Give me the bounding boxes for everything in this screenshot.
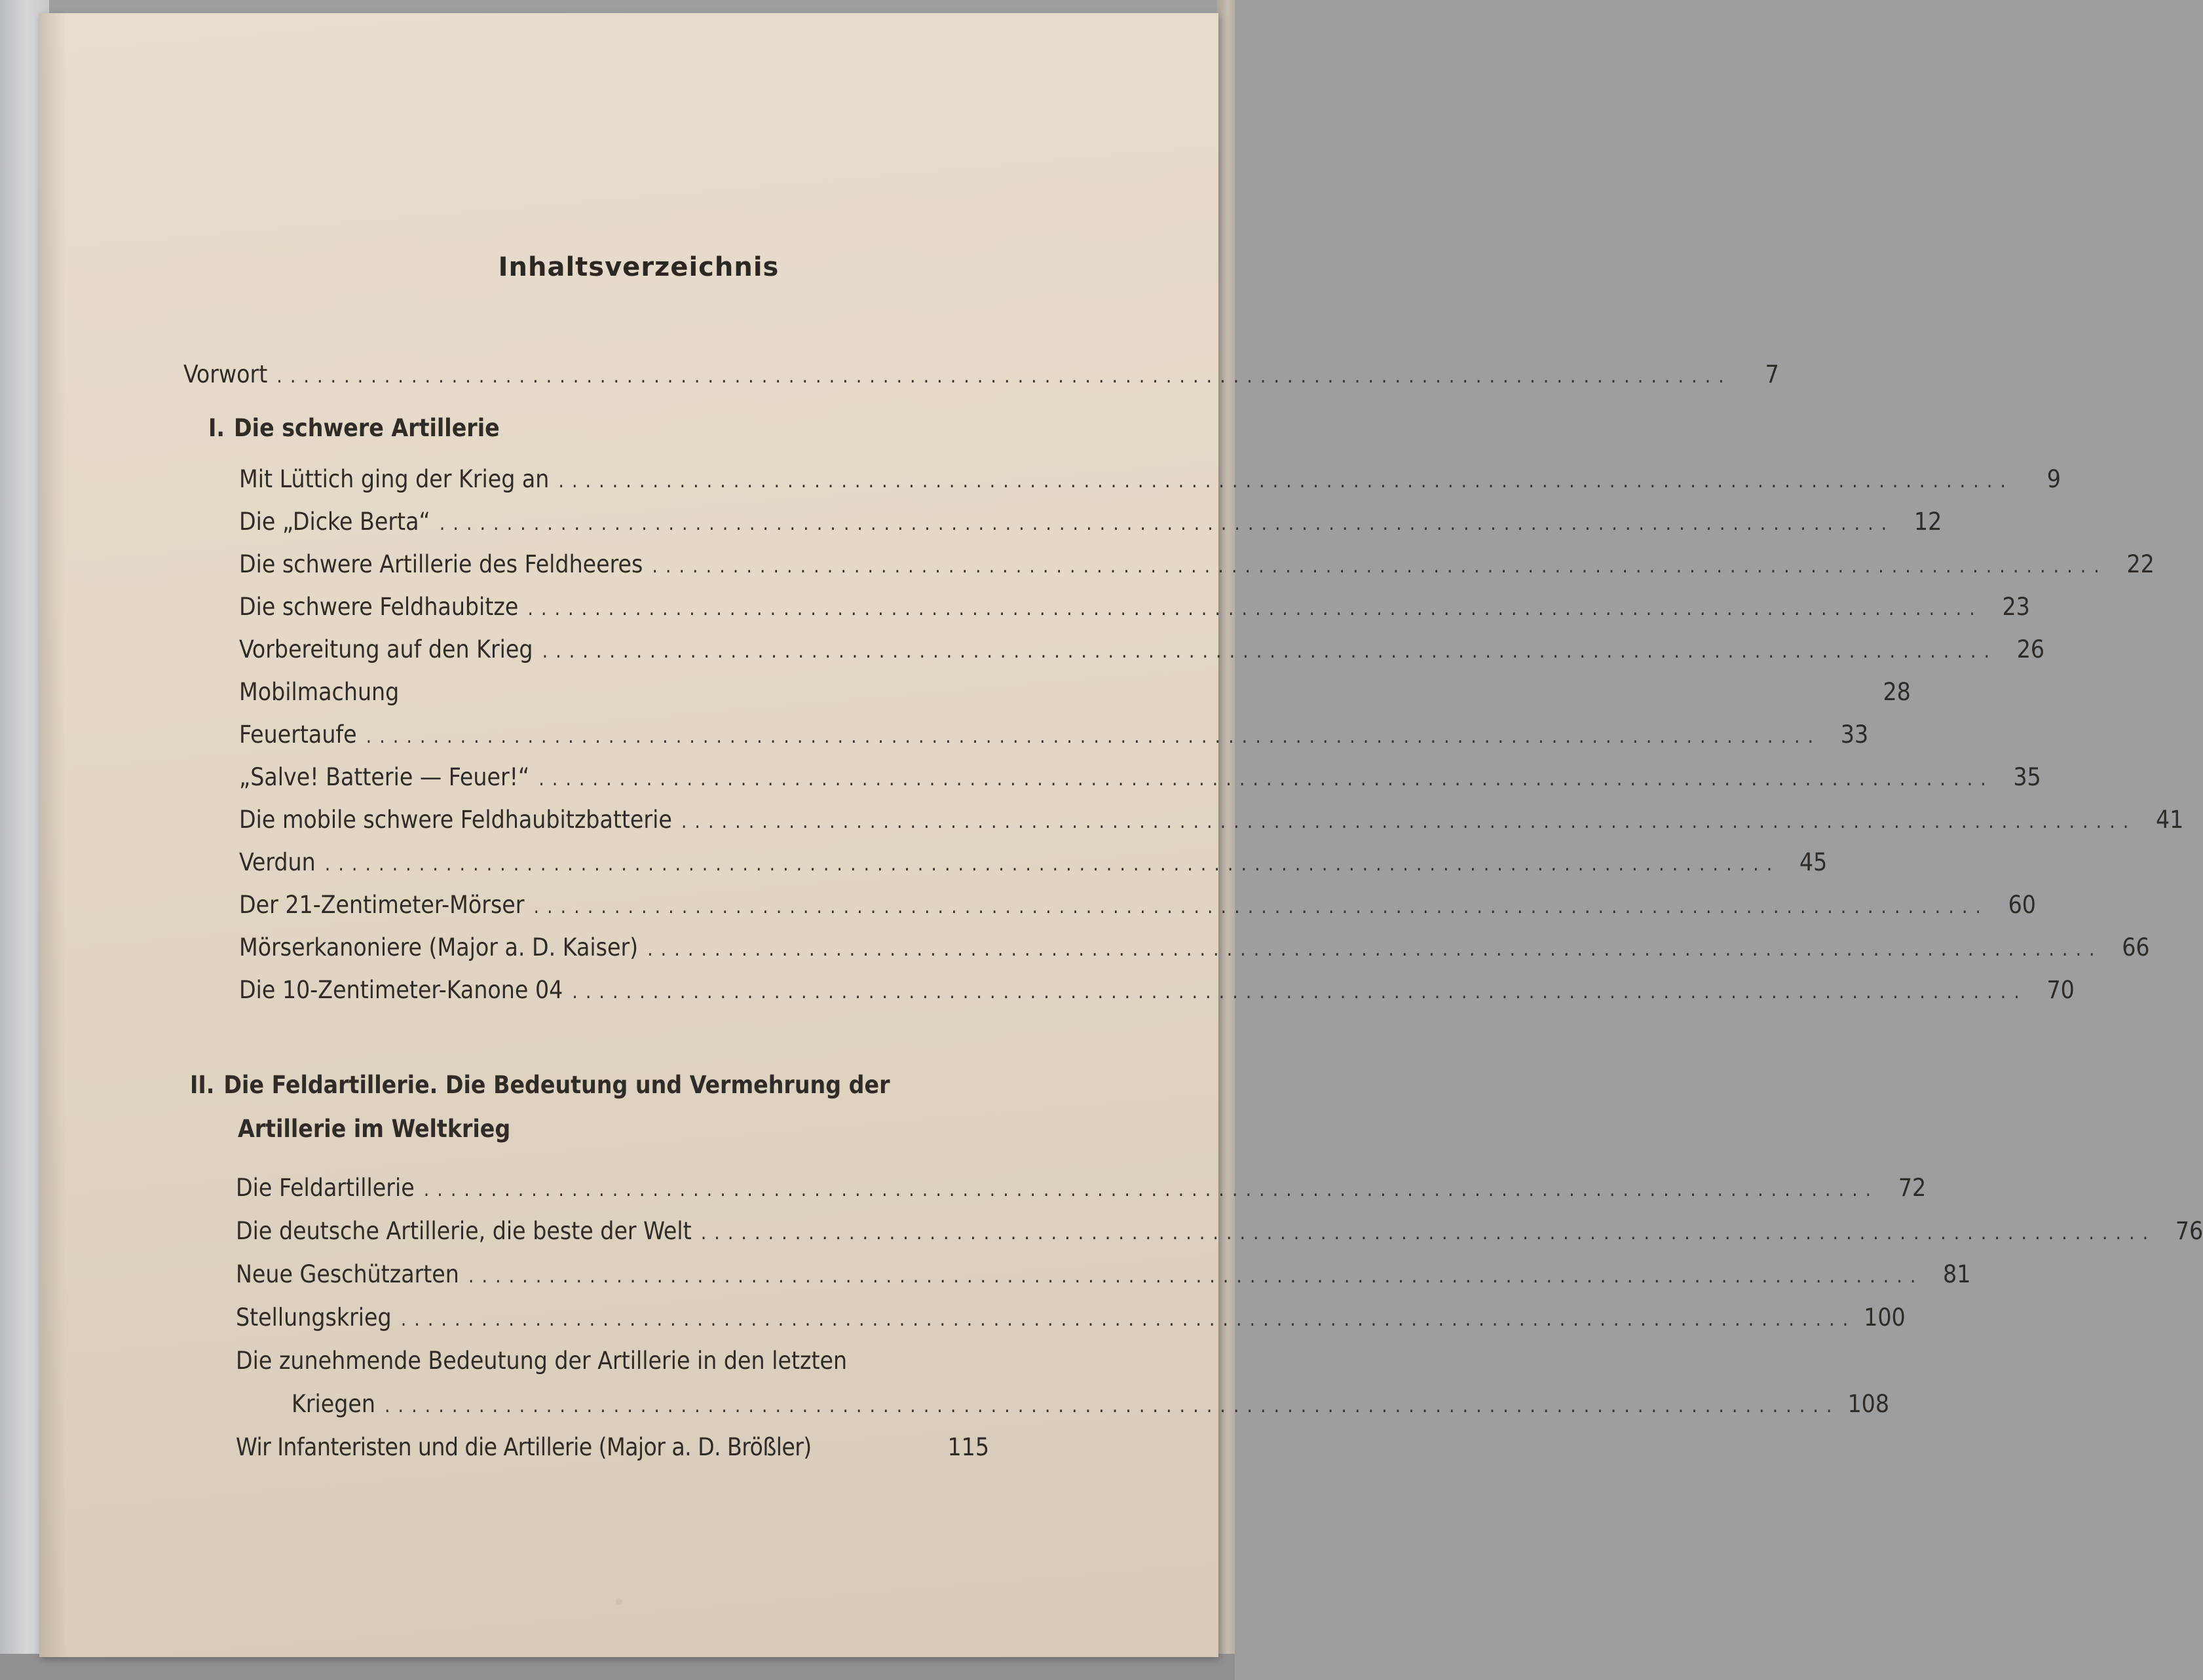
toc-entry-label: Mörserkanoniere (Major a. D. Kaiser) [239,933,639,961]
toc-entry [236,1433,989,1461]
toc-entry-page: 33 [1840,720,1869,749]
toc-entry-label: Kriegen [292,1390,375,1418]
toc-entry-label: Die 10-Zentimeter-Kanone 04 [239,976,563,1004]
toc-entry-label: Die „Dicke Berta“ [239,508,430,536]
toc-entry [239,465,2061,493]
toc-entry-page: 22 [2126,550,2155,578]
toc-entry-page: 28 [1883,678,1911,706]
toc-entry-page: 45 [1799,848,1828,876]
paper-spot [616,1598,622,1605]
dot-leader: ............................................................................................................ [538,768,1994,791]
toc-entry [239,720,1869,749]
toc-entry-page: 100 [1864,1303,1906,1332]
page-title: Inhaltsverzeichnis [498,252,780,282]
background-surface-right [1216,0,1235,1680]
toc-entry [239,848,1828,876]
section-title-line-2: Artillerie im Weltkrieg [238,1115,511,1143]
toc-entry-label: Vorwort [183,360,268,388]
toc-entry-page: 41 [2155,806,2184,834]
dot-leader: ............................................................................................................ [681,810,2137,833]
dot-leader: ............................................................................................................ [439,512,1895,535]
dot-leader: ............................................................................................................ [558,470,2014,493]
toc-entry-page: 9 [2046,465,2061,493]
toc-entry [236,1174,1927,1202]
toc-entry-page: 12 [1913,508,1942,536]
background-surface-bottom [0,1654,1235,1680]
toc-entry-label: Die mobile schwere Feldhaubitzbatterie [239,806,672,834]
toc-entry-label: Stellungskrieg [236,1303,392,1332]
dot-leader: ............................................................................................................ [384,1394,1840,1417]
dot-leader: ............................................................................................................ [700,1222,2156,1244]
toc-entry-label: Der 21-Zentimeter-Mörser [239,891,525,919]
toc-entry-label: Wir Infanteristen und die Artillerie (Major a. D. Brößler) [236,1433,812,1461]
toc-entry [236,1217,2203,1245]
toc-entry [239,763,2041,791]
section-number: I. [208,414,225,442]
toc-entry-page: 23 [2002,593,2030,621]
toc-entry-label: Die schwere Feldhaubitze [239,593,519,621]
toc-entry-label-line-1 [236,1347,847,1375]
section-heading-2 [190,1071,890,1099]
toc-entry-label: Die zunehmende Bedeutung der Artillerie in den letzten [236,1347,848,1375]
dot-leader: ............................................................................................................ [652,555,2107,578]
toc-entry-preface [183,360,1779,388]
toc-entry-label: „Salve! Batterie — Feuer!“ [239,763,530,791]
toc-entry [292,1390,1889,1418]
toc-entry [239,976,2075,1004]
section-heading-1 [208,414,500,442]
toc-entry [239,593,2030,621]
toc-entry-page: 35 [2013,763,2041,791]
toc-entry [239,933,2150,961]
dot-leader: ............................................................................................................ [647,938,2103,961]
toc-entry-label: Neue Geschützarten [236,1260,459,1288]
dot-leader: ............................................................................................................ [324,853,1780,876]
toc-entry-label: Die Feldartillerie [236,1174,415,1202]
toc-entry [239,550,2155,578]
toc-entry-label: Mit Lüttich ging der Krieg an [239,465,550,493]
dot-leader: ............................................................................................................ [533,895,1989,918]
toc-entry-label: Die deutsche Artillerie, die beste der Welt [236,1217,692,1245]
toc-entry-page: 108 [1847,1390,1889,1418]
toc-entry [239,806,2184,834]
dot-leader: ............................................................................................................ [468,1265,1924,1288]
toc-entry-page: 72 [1898,1174,1927,1202]
section-title: Die schwere Artillerie [234,414,500,442]
toc-entry-page: 115 [947,1433,989,1461]
toc-entry-page: 81 [1943,1260,1971,1288]
dot-leader: ............................................................................................................ [542,640,1998,663]
dot-leader: ............................................................................................................ [366,725,1822,748]
toc-entry-page: 7 [1765,360,1779,388]
toc-entry-label: Die schwere Artillerie des Feldheeres [239,550,643,578]
dot-leader: ............................................................................................................ [572,980,2027,1003]
dot-leader: ............................................................................................................ [400,1308,1856,1331]
toc-entry-label: Mobilmachung [239,678,400,706]
toc-entry-page: 70 [2046,976,2075,1004]
toc-entry [236,1303,1906,1332]
toc-entry-label: Feuertaufe [239,720,357,749]
toc-entry [236,1260,1971,1288]
toc-entry-page: 66 [2122,933,2150,961]
toc-entry-page: 60 [2008,891,2036,919]
section-heading-2-line-2 [238,1115,510,1143]
toc-entry-label: Vorbereitung auf den Krieg [239,635,533,663]
toc-entry-page: 26 [2016,635,2045,663]
toc-entry [239,635,2045,663]
dot-leader: ............................................................................................................ [276,365,1732,388]
toc-entry-label: Verdun [239,848,316,876]
toc-entry-page: 76 [2175,1217,2203,1245]
toc-entry [239,678,1911,706]
book-page [39,13,2203,1657]
toc-entry [239,508,1942,536]
dot-leader: ............................................................................................................ [423,1178,1879,1201]
section-title-line-1: Die Feldartillerie. Die Bedeutung und Vermehrung der [223,1071,890,1099]
section-number: II. [190,1071,215,1099]
toc-entry [239,891,2036,919]
dot-leader: ............................................................................................................ [527,597,1983,620]
